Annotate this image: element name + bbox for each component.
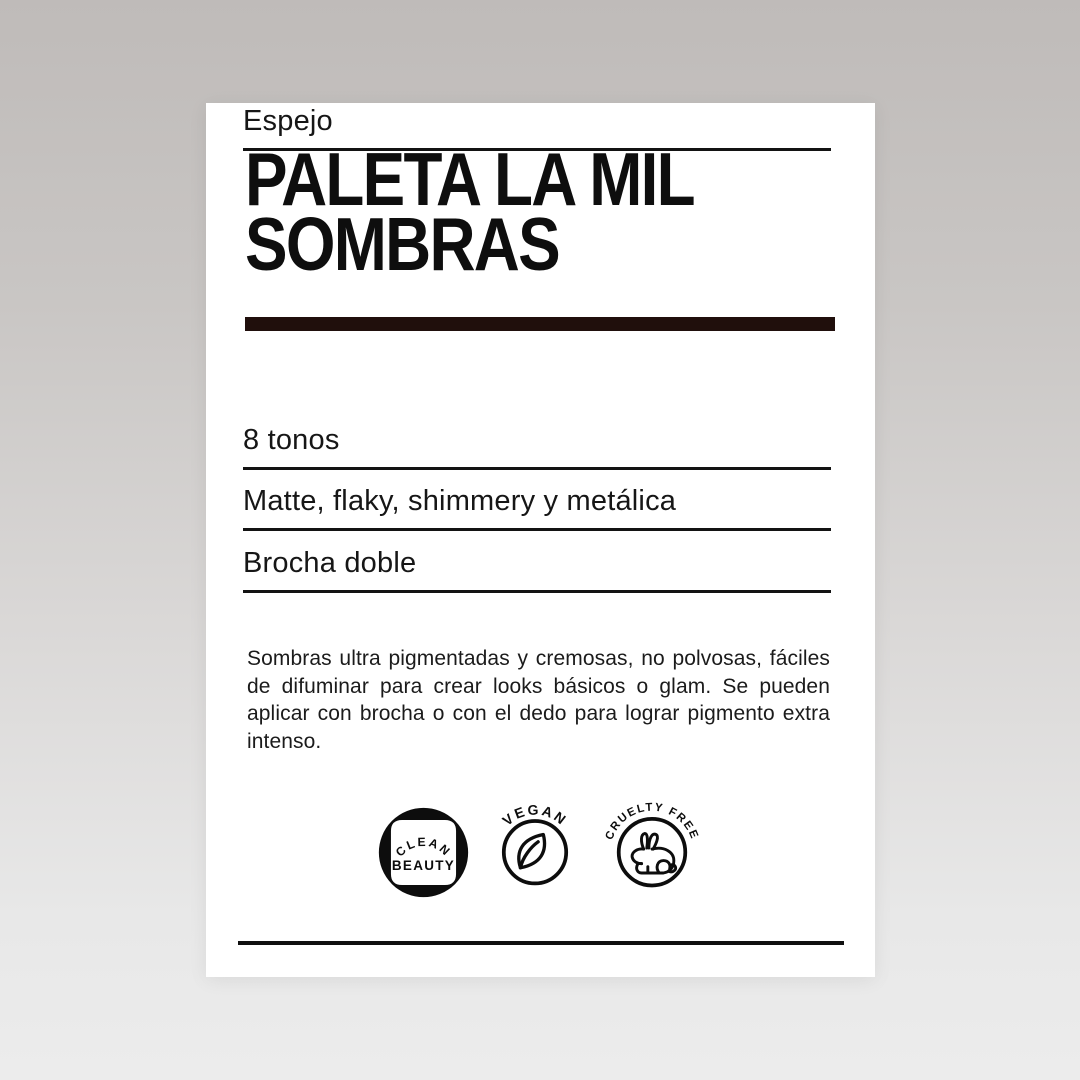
feature-row-mirror — [243, 103, 831, 151]
clean-beauty-badge — [377, 806, 470, 899]
product-title — [245, 137, 694, 286]
product-description: Sombras ultra pigmentadas y cremosas, no polvosas, fáciles de difuminar para crear looks básicos o glam. Se pueden aplicar con brocha o con el dedo para lograr pigmento extra intenso. — [247, 647, 830, 753]
clean-beauty-bottom-text: BEAUTY — [391, 858, 456, 874]
feature-row-brush — [243, 545, 831, 593]
bottom-divider-line — [238, 941, 844, 945]
vegan-badge — [483, 795, 587, 899]
feature-label: Brocha doble — [243, 547, 417, 579]
feature-label: 8 tonos — [243, 424, 340, 456]
feature-row-tones — [243, 422, 831, 470]
cruelty-free-label: CRUELTY FREE — [603, 801, 701, 842]
leaf-icon — [519, 835, 545, 868]
rabbit-icon — [632, 833, 676, 873]
product-title-line1: PALETA LA MIL — [245, 137, 694, 221]
vegan-label: VEGAN — [499, 801, 571, 829]
clean-beauty-top-text: CLEAN — [392, 834, 455, 860]
feature-label: Matte, flaky, shimmery y metálica — [243, 485, 677, 517]
diamond-seal-icon — [380, 809, 467, 896]
cruelty-free-badge — [600, 795, 704, 899]
product-info-card — [206, 103, 875, 977]
certification-badges — [206, 793, 875, 899]
feature-row-finishes — [243, 483, 831, 531]
product-title-line2: SOMBRAS — [245, 202, 559, 286]
feature-label: Espejo — [243, 105, 333, 137]
title-divider-bar — [245, 317, 835, 331]
